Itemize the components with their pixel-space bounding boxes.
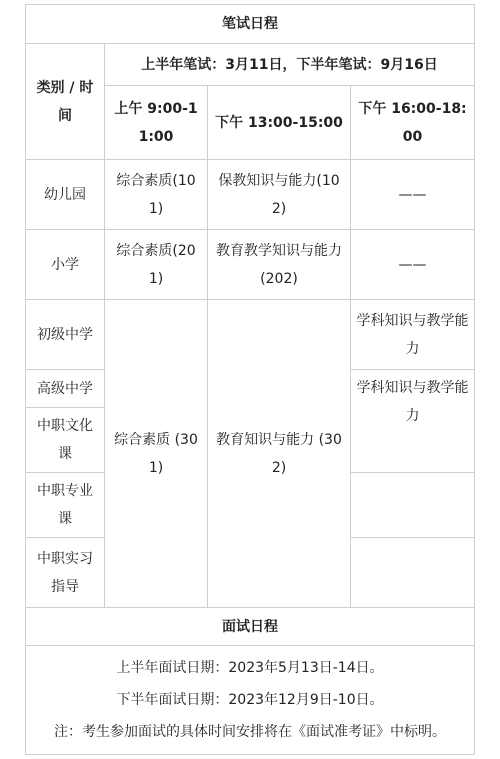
row-label-voc-culture: 中职文化课	[26, 408, 105, 473]
row-label-junior: 初级中学	[26, 300, 105, 370]
interview-schedule-title: 面试日程	[26, 608, 475, 646]
cell-junior-pm2: 学科知识与教学能力	[351, 300, 475, 370]
interview-second-half: 下半年面试日期：2023年12月9日-10日。	[116, 692, 384, 708]
exam-dates-header: 上半年笔试：3月11日，下半年笔试：9月16日	[105, 44, 475, 86]
cell-kindergarten-pm2: ——	[351, 160, 475, 230]
cell-secondary-pm1: 教育知识与能力 (302)	[208, 300, 351, 608]
afternoon2-header: 下午 16:00-18:00	[351, 86, 475, 160]
cell-primary-pm1: 教育教学知识与能力(202)	[208, 230, 351, 300]
row-label-kindergarten: 幼儿园	[26, 160, 105, 230]
cell-voc-practice-pm2	[351, 538, 475, 608]
cell-primary-am: 综合素质(201)	[105, 230, 208, 300]
exam-schedule	[25, 4, 474, 755]
row-label-voc-major: 中职专业课	[26, 473, 105, 538]
schedule-table	[25, 4, 475, 755]
cell-kindergarten-am: 综合素质(101)	[105, 160, 208, 230]
cell-voc-major-pm2	[351, 473, 475, 538]
interview-info	[26, 646, 475, 755]
row-label-senior: 高级中学	[26, 370, 105, 408]
category-time-header: 类别 / 时间	[26, 44, 105, 160]
interview-first-half: 上半年面试日期：2023年5月13日-14日。	[116, 660, 384, 676]
written-schedule-title: 笔试日程	[26, 5, 475, 44]
interview-note: 注：考生参加面试的具体时间安排将在《面试准考证》中标明。	[54, 724, 446, 740]
afternoon1-header: 下午 13:00-15:00	[208, 86, 351, 160]
cell-primary-pm2: ——	[351, 230, 475, 300]
cell-kindergarten-pm1: 保教知识与能力(102)	[208, 160, 351, 230]
cell-senior-pm2: 学科知识与教学能力	[351, 370, 475, 473]
cell-secondary-am: 综合素质 (301)	[105, 300, 208, 608]
row-label-voc-practice: 中职实习指导	[26, 538, 105, 608]
morning-header: 上午 9:00-11:00	[105, 86, 208, 160]
row-label-primary: 小学	[26, 230, 105, 300]
